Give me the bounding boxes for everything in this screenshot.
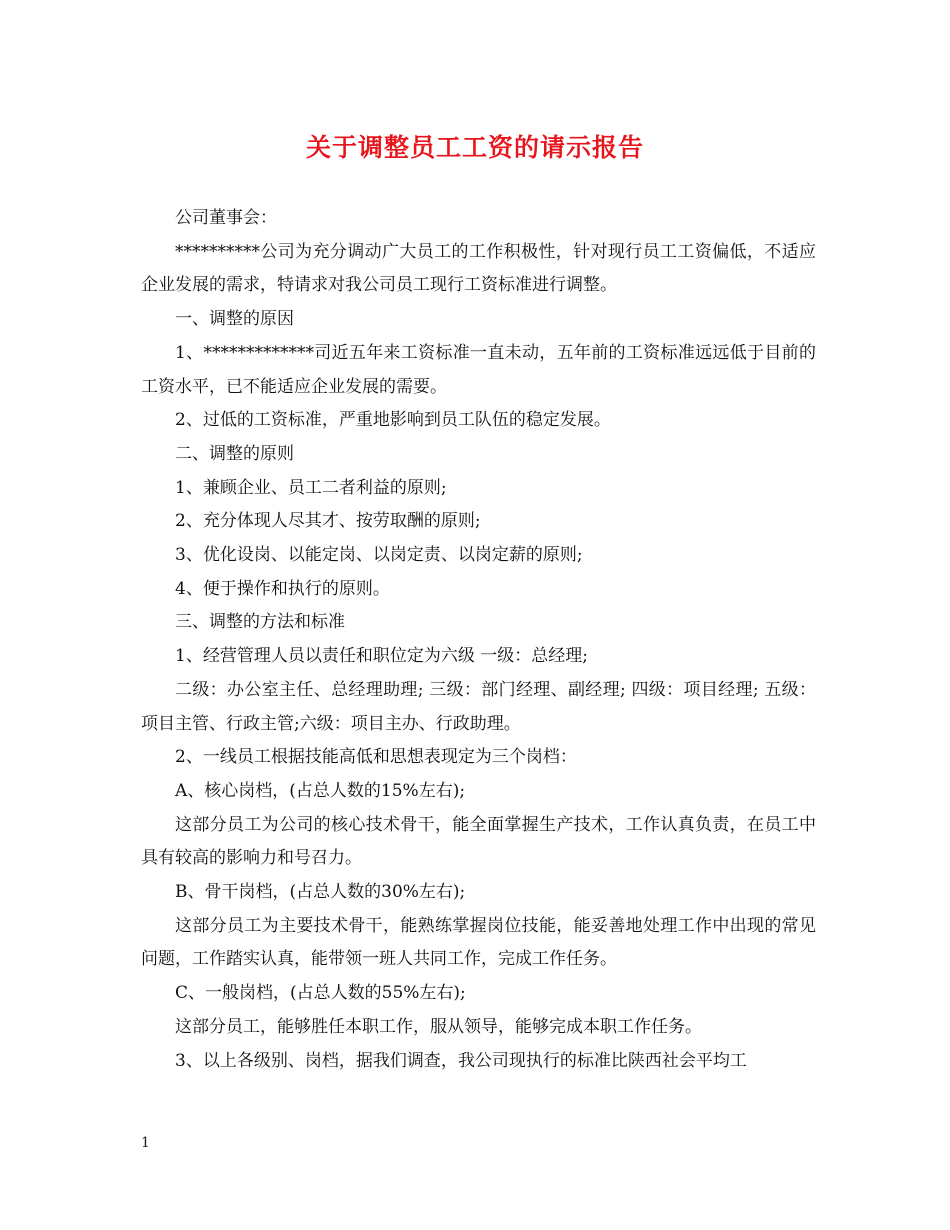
grade-a-heading: A、核心岗档，(占总人数的15%左右); xyxy=(175,780,466,801)
principle-item-1: 1、兼顾企业、员工二者利益的原则; xyxy=(175,477,447,498)
section-heading-principles: 二、调整的原则 xyxy=(175,443,294,464)
salutation: 公司董事会： xyxy=(175,208,277,228)
grade-c-heading: C、一般岗档，(占总人数的55%左右); xyxy=(175,983,466,1004)
document-body xyxy=(141,202,816,1078)
section-heading-methods: 三、调整的方法和标准 xyxy=(175,612,345,633)
page-number: 1 xyxy=(141,1135,150,1151)
management-levels: 二级：办公室主任、总经理助理; 三级：部门经理、副经理; 四级：项目经理; 五级：项目主管、行政主管;六级：项目主办、行政助理。 xyxy=(141,679,816,734)
method-item-2: 2、一线员工根据技能高低和思想表现定为三个岗档： xyxy=(175,747,577,768)
principle-item-4: 4、便于操作和执行的原则。 xyxy=(175,578,390,599)
method-item-3: 3、以上各级别、岗档，据我们调查，我公司现执行的标准比陕西社会平均工 xyxy=(175,1050,747,1071)
section-heading-reasons: 一、调整的原因 xyxy=(175,309,294,330)
reason-item-1: 1、*************司近五年来工资标准一直未动，五年前的工资标准远远低于目前的工资水平，已不能适应企业发展的需要。 xyxy=(141,342,816,397)
grade-c-description: 这部分员工，能够胜任本职工作，服从领导，能够完成本职工作任务。 xyxy=(175,1016,702,1037)
principle-item-3: 3、优化设岗、以能定岗、以岗定责、以岗定薪的原则; xyxy=(175,545,583,566)
principle-item-2: 2、充分体现人尽其才、按劳取酬的原则; xyxy=(175,511,481,532)
intro-paragraph: **********公司为充分调动广大员工的工作积极性，针对现行员工工资偏低，不适应企业发展的需求，特请求对我公司员工现行工资标准进行调整。 xyxy=(141,241,816,296)
method-item-1: 1、经营管理人员以责任和职位定为六级 一级：总经理; xyxy=(175,646,588,667)
document-title: 关于调整员工工资的请示报告 xyxy=(305,133,644,162)
grade-a-description: 这部分员工为公司的核心技术骨干，能全面掌握生产技术，工作认真负责，在员工中具有较高的影响力和号召力。 xyxy=(141,814,816,869)
grade-b-description: 这部分员工为主要技术骨干，能熟练掌握岗位技能，能妥善地处理工作中出现的常见问题，工作踏实认真，能带领一班人共同工作，完成工作任务。 xyxy=(141,915,816,970)
grade-b-heading: B、骨干岗档，(占总人数的30%左右); xyxy=(175,882,466,903)
reason-item-2: 2、过低的工资标准，严重地影响到员工队伍的稳定发展。 xyxy=(175,410,611,431)
